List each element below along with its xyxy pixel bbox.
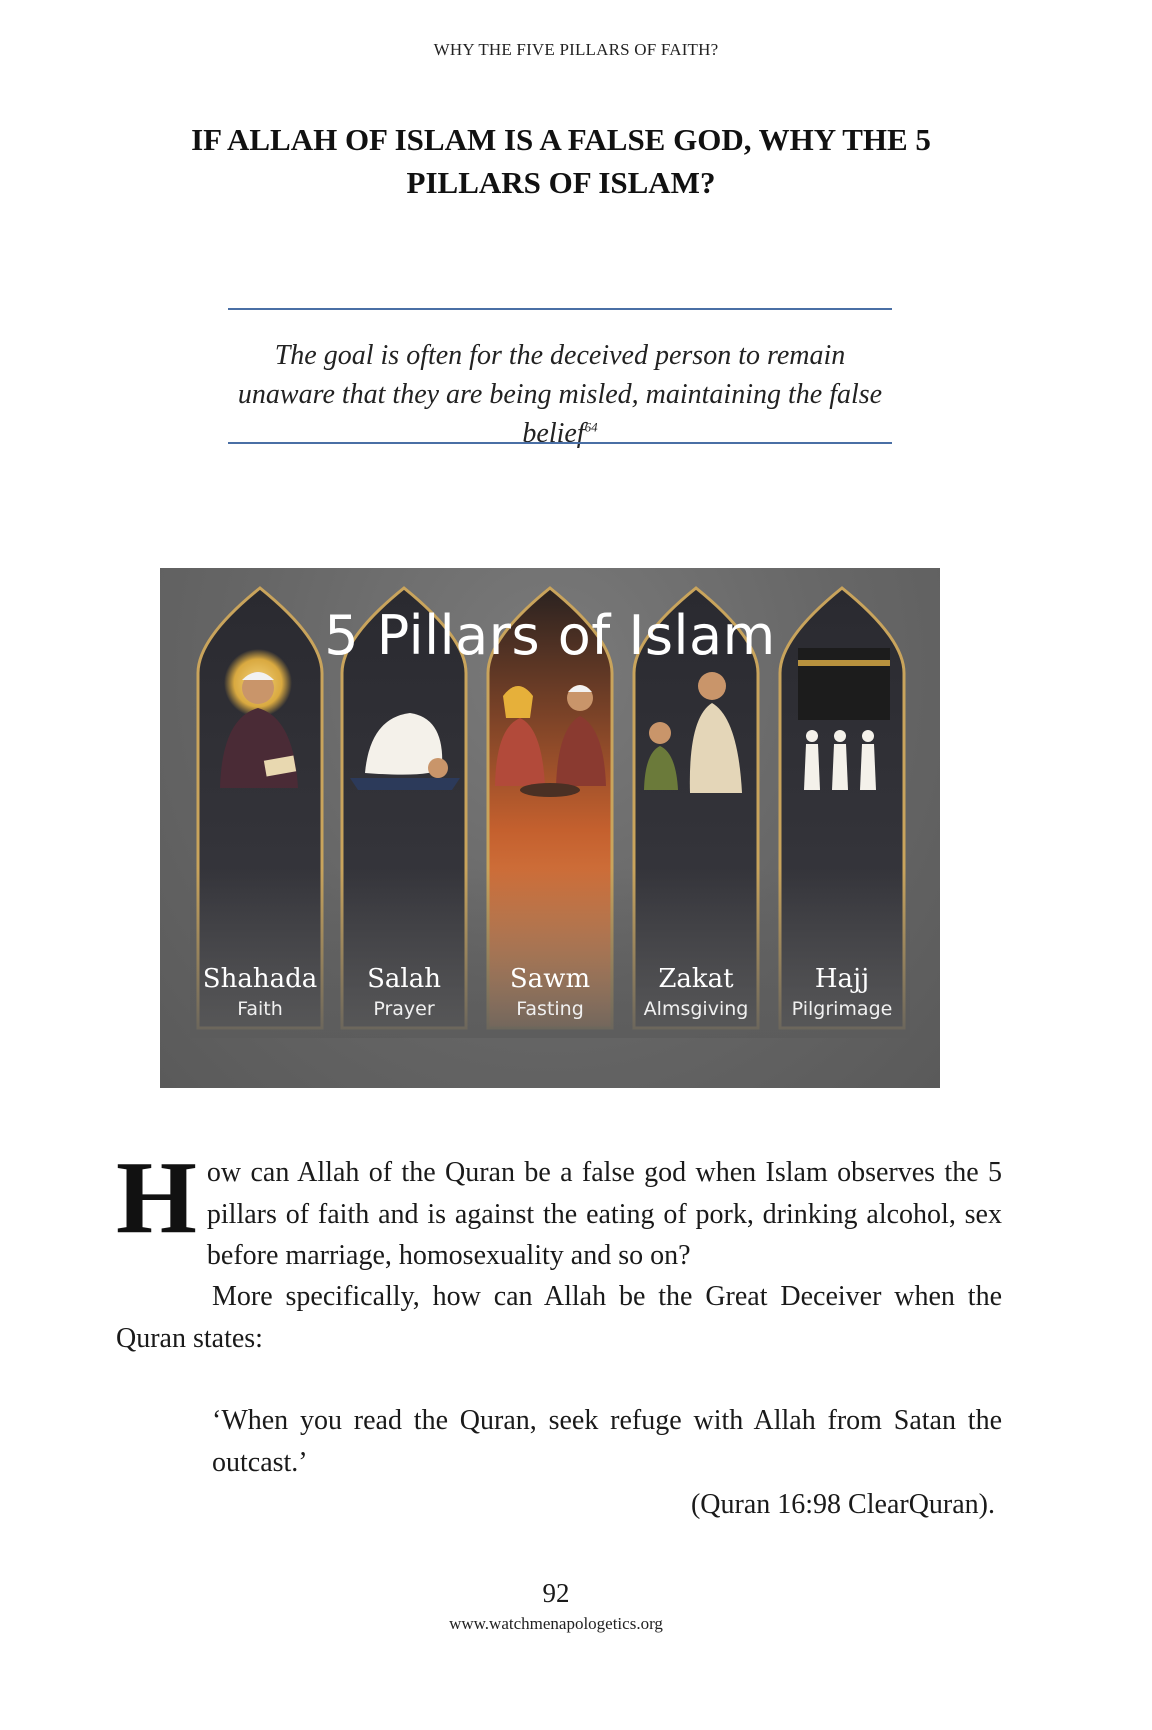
pillar-meaning: Almsgiving xyxy=(643,998,749,1020)
body-paragraph-2 xyxy=(116,1276,1002,1359)
pillar-name: Shahada xyxy=(202,964,318,994)
pillar-meaning: Faith xyxy=(237,998,283,1020)
pillar-name: Sawm xyxy=(509,964,591,994)
footnote-mark: 64 xyxy=(584,419,598,435)
pillar-label-sawm xyxy=(480,962,620,1022)
pillar-label-shahada xyxy=(190,962,330,1022)
body-paragraph-1 xyxy=(116,1140,1002,1277)
epigraph-bottom-rule xyxy=(228,442,892,444)
pillar-meaning: Pilgrimage xyxy=(791,998,893,1020)
page-number: 92 xyxy=(542,1578,570,1608)
pillar-name: Zakat xyxy=(658,964,734,994)
pillar-name: Salah xyxy=(367,964,441,994)
pillar-label-salah xyxy=(334,962,474,1022)
paragraph-1-text: ow can Allah of the Quran be a false god when Islam observes the 5 pillars of faith and is against the eating of pork, drinking alcohol, sex before marriage, homosexuality and so on? xyxy=(206,1157,1002,1271)
paragraph-2-text: More specifically, how can Allah be the Great Deceiver when the Quran states: xyxy=(116,1281,1002,1354)
footer-url: www.watchmenapologetics.org xyxy=(449,1614,663,1633)
drop-cap: H xyxy=(116,1140,197,1255)
pillar-meaning: Prayer xyxy=(373,998,435,1020)
epigraph-text: The goal is often for the deceived person to remain unaware that they are being misled, maintaining the false belief xyxy=(237,340,883,449)
infographic-title: 5 Pillars of Islam xyxy=(324,604,776,667)
epigraph xyxy=(228,336,892,453)
chapter-title: IF ALLAH OF ISLAM IS A FALSE GOD, WHY THE 5 PILLARS OF ISLAM? xyxy=(191,122,931,200)
pillars-infographic xyxy=(160,568,940,1088)
pillar-name: Hajj xyxy=(814,964,870,994)
pillar-label-hajj xyxy=(772,962,912,1022)
pillar-meaning: Fasting xyxy=(516,998,584,1020)
block-quote: ‘When you read the Quran, seek refuge with Allah from Satan the outcast.’ xyxy=(212,1405,1002,1478)
epigraph-top-rule xyxy=(228,308,892,310)
quote-citation: (Quran 16:98 ClearQuran). xyxy=(690,1489,995,1520)
running-header: WHY THE FIVE PILLARS OF FAITH? xyxy=(433,40,719,59)
pillar-label-zakat xyxy=(626,962,766,1022)
